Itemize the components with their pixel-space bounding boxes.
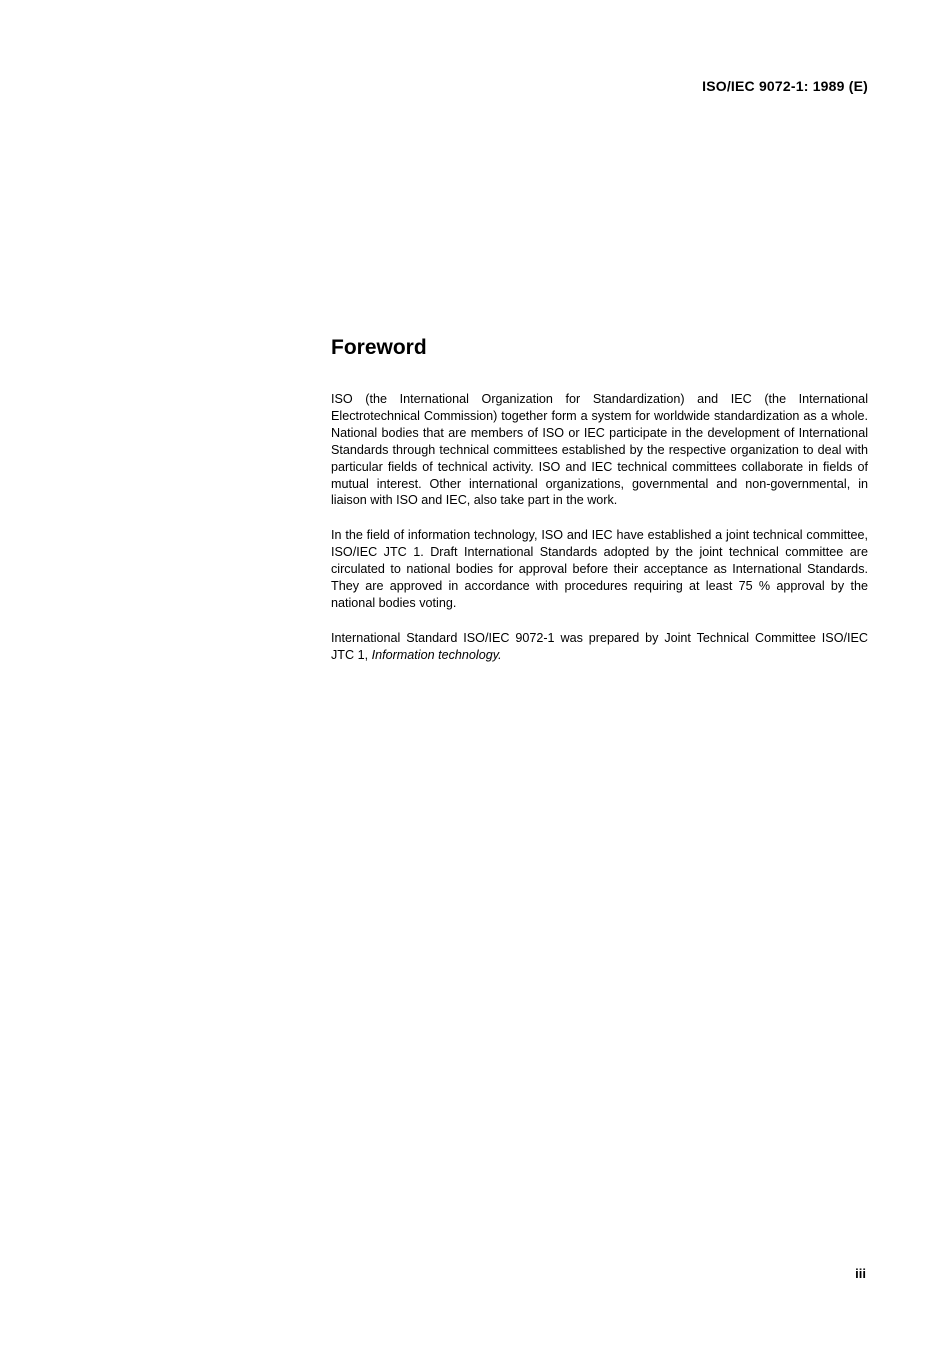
foreword-section bbox=[331, 333, 868, 682]
foreword-paragraph-3 bbox=[331, 630, 868, 664]
foreword-title: Foreword bbox=[331, 336, 427, 359]
foreword-paragraph-2: In the field of information technology, ISO and IEC have established a joint technical committee, ISO/IEC JTC 1. Draft International Standards adopted by the joint technical committee are circulated to national bodies for approval before their acceptance as International Standards. They are approved in accordance with procedures requiring at least 75 % approval by the national bodies voting. bbox=[331, 528, 868, 610]
foreword-paragraph-3-italic: Information technology. bbox=[371, 647, 502, 662]
foreword-paragraph-3-text: International Standard ISO/IEC 9072-1 was prepared by Joint Technical Committee ISO/IEC JTC 1, bbox=[331, 630, 868, 662]
document-identifier: ISO/IEC 9072-1: 1989 (E) bbox=[702, 78, 868, 94]
foreword-paragraph-1: ISO (the International Organization for Standardization) and IEC (the International Electrotechnical Commission) together form a system for worldwide standardization as a whole. National bodies that are members of ISO or IEC participate in the development of International Standards through technical committees established by the respective organization to deal with particular fields of technical activity. ISO and IEC technical committees collaborate in fields of mutual interest. Other international organizations, governmental and non-governmental, in liaison with ISO and IEC, also take part in the work. bbox=[331, 392, 868, 508]
page-number: iii bbox=[855, 1266, 866, 1281]
